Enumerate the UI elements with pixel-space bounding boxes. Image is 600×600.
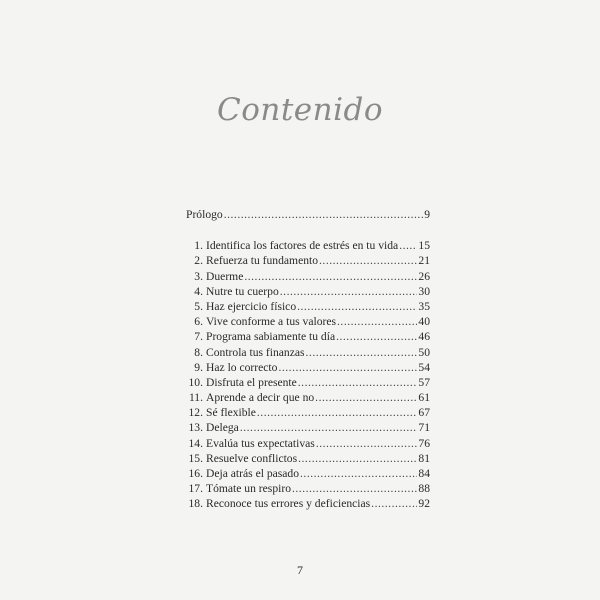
- toc-leader-dots: [337, 314, 417, 329]
- toc-entry-label: Evalúa tus expectativas: [206, 436, 315, 450]
- toc-entry-number: 12.: [188, 406, 203, 420]
- toc-leader-dots: [399, 238, 417, 253]
- toc-entry: [186, 405, 430, 420]
- toc-entry: [186, 481, 430, 496]
- toc-entry-label: Vive conforme a tus valores: [206, 315, 337, 329]
- toc-entry-label: Haz ejercicio físico: [206, 299, 297, 313]
- toc-entry-label: Disfruta el presente: [206, 375, 297, 389]
- toc-entry-number: 4.: [194, 284, 203, 298]
- toc-entry-label: Deja atrás el pasado: [206, 467, 300, 480]
- toc-entry-label: Resuelve conflictos: [206, 451, 298, 465]
- toc-entry: [186, 284, 430, 299]
- toc-entry-label: Refuerza tu fundamento: [206, 254, 319, 268]
- toc-entry: [186, 420, 430, 435]
- toc-entry-page: 40: [418, 315, 430, 329]
- toc-entry: [186, 253, 430, 268]
- toc-entry: [186, 238, 430, 253]
- toc-entry-number: 10.: [188, 375, 203, 389]
- toc-entry: [186, 314, 430, 329]
- toc-leader-dots: [292, 481, 417, 496]
- toc-entry: [186, 496, 430, 511]
- toc-entry-page: 88: [418, 482, 430, 496]
- toc-entry-page: 35: [418, 299, 430, 313]
- toc-entry-page: 15: [418, 239, 430, 253]
- toc-entry-label: Nutre tu cuerpo: [206, 284, 279, 298]
- toc-entry-page: 30: [418, 284, 430, 298]
- toc-entry-page: 57: [418, 375, 430, 389]
- toc-entry-number: 3.: [194, 269, 203, 283]
- toc-entry: [186, 451, 430, 466]
- toc-entry-label: Tómate un respiro: [206, 482, 291, 496]
- page-title: Contenido: [216, 92, 384, 128]
- toc-entry-number: 6.: [194, 315, 203, 329]
- toc-entry: [186, 390, 430, 405]
- toc-entry-label: Delega: [206, 421, 239, 435]
- toc-entry-number: 5.: [194, 299, 203, 313]
- toc-entry-page: 54: [418, 360, 430, 374]
- toc-leader-dots: [297, 299, 417, 314]
- toc-entry-number: 18.: [188, 497, 203, 511]
- toc-entry-number: 8.: [194, 345, 203, 359]
- toc-entry-number: 9.: [194, 360, 203, 374]
- toc-entry-number: 2.: [194, 254, 203, 268]
- toc-entry-page: 71: [418, 421, 430, 435]
- toc-leader-dots: [319, 253, 417, 268]
- toc-entry-label: Aprende a decir que no: [206, 391, 315, 405]
- toc-entry-prologue: [186, 207, 430, 222]
- toc-entry: [186, 436, 430, 451]
- toc-entry-page: 21: [418, 254, 430, 268]
- toc-entry-label: Controla tus finanzas: [206, 345, 305, 359]
- toc-entry-page: 26: [418, 269, 430, 283]
- toc-entry-page: 50: [418, 345, 430, 359]
- toc-entry-page: 84: [418, 467, 430, 480]
- toc-leader-dots: [278, 360, 417, 375]
- toc-leader-dots: [336, 329, 417, 344]
- toc-entry-label: Reconoce tus errores y deficiencias: [206, 497, 371, 511]
- toc-entry-page: 46: [418, 330, 430, 344]
- toc-entry-number: 15.: [188, 451, 203, 465]
- toc-leader-dots: [300, 466, 417, 481]
- toc-leader-dots: [244, 269, 417, 284]
- toc-entry-label: Duerme: [206, 269, 244, 283]
- toc-entry: [186, 360, 430, 375]
- toc-entry-page: 67: [418, 406, 430, 420]
- toc-entry-page: 81: [418, 451, 430, 465]
- toc-entry-number: 16.: [188, 467, 203, 480]
- toc-entry-number: 11.: [188, 391, 203, 405]
- toc-entry-label: Identifica los factores de estrés en tu vida: [206, 239, 399, 253]
- toc-leader-dots: [257, 405, 418, 420]
- toc-entry: [186, 329, 430, 344]
- toc-leader-dots: [224, 207, 423, 222]
- toc-leader-dots: [298, 375, 418, 390]
- toc-entry-number: 7.: [194, 330, 203, 344]
- toc-entry-label: Prólogo: [186, 208, 223, 221]
- toc-entry: [186, 466, 430, 481]
- toc-leader-dots: [240, 420, 418, 435]
- page-number: 7: [297, 563, 303, 577]
- toc-entry-page: 92: [418, 497, 430, 511]
- toc-entry-number: 13.: [188, 421, 203, 435]
- toc-entry-label: Sé flexible: [206, 406, 256, 420]
- toc-entry-page: 61: [418, 391, 430, 405]
- toc-leader-dots: [316, 436, 418, 451]
- toc-entry-label: Haz lo correcto: [206, 360, 278, 374]
- toc-leader-dots: [306, 345, 418, 360]
- toc-leader-dots: [315, 390, 417, 405]
- toc-leader-dots: [371, 496, 417, 511]
- toc-leader-dots: [298, 451, 417, 466]
- toc-entry: [186, 299, 430, 314]
- toc-leader-dots: [280, 284, 418, 299]
- toc-entry-label: Programa sabiamente tu día: [206, 330, 336, 344]
- toc-entry-number: 14.: [188, 436, 203, 450]
- toc-entry-number: 17.: [188, 482, 203, 496]
- toc-entry-page: 76: [418, 436, 430, 450]
- toc-entry-number: 1.: [194, 239, 203, 253]
- table-of-contents: [186, 207, 430, 512]
- toc-entry: [186, 345, 430, 360]
- toc-entry: [186, 375, 430, 390]
- toc-entry-page: 9: [424, 208, 430, 221]
- toc-entry: [186, 269, 430, 284]
